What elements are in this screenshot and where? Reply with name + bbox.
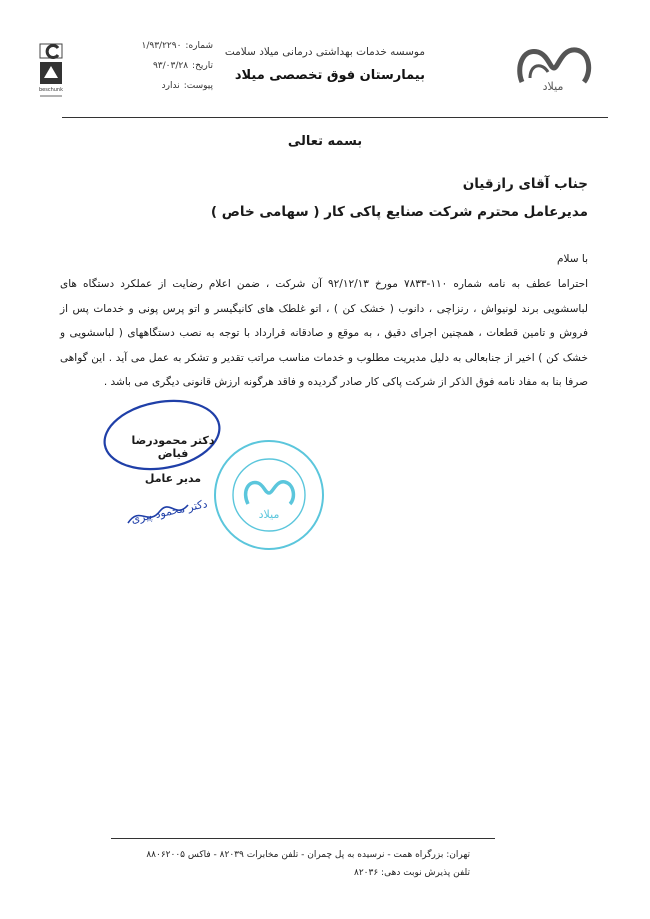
stamp-text: میلاد — [258, 508, 280, 521]
handwritten-signature: دکتر محمود پیری — [130, 497, 209, 526]
letter-meta — [118, 36, 213, 96]
cert-text: beschunk — [38, 87, 64, 93]
footer-divider — [111, 838, 495, 839]
footer — [146, 846, 470, 882]
organization-header — [225, 46, 425, 83]
logo-text: میلاد — [542, 80, 564, 93]
recipient-name: جناب آقای رازقیان — [462, 176, 588, 192]
attachment-value: ندارد — [161, 81, 180, 91]
recipient-title: مدیرعامل محترم شرکت صنایع پاکی کار ( سهامی خاص ) — [210, 204, 588, 220]
number-label: شماره: — [185, 41, 213, 51]
header-divider — [62, 117, 608, 118]
meta-number — [118, 36, 213, 56]
certification-mark — [36, 38, 68, 100]
number-value: ۱/۹۳/۲۲۹۰ — [141, 41, 182, 51]
institute-name: موسسه خدمات بهداشتی درمانی میلاد سلامت — [224, 46, 425, 58]
date-value: ۹۳/۰۳/۲۸ — [152, 61, 189, 71]
hospital-stamp — [210, 436, 328, 554]
footer-phone: تلفن پذیرش نوبت دهی: ۸۲۰۳۶ — [354, 868, 470, 878]
footer-address: تهران: بزرگراه همت - نرسیده به پل چمران - تلفن مخابرات ۸۲۰۳۹ - فاکس ۸۸۰۶۲۰۰۵ — [146, 850, 470, 860]
hospital-name: بیمارستان فوق تخصصی میلاد — [234, 68, 425, 83]
letter-body: احتراما عطف به نامه شماره ۱۱۰-۷۸۳۳ مورخ ۹۲/۱۲/۱۳ آن شرکت ، ضمن اعلام رضایت از عملکرد دستگاه های لباسشویی برند لونیواش ، رنزاچی ، دانوب ( خشک کن ) ، اتو غلطک های کانیگیسر و اتو پرس پونی و خدمات پس از فروش و تامین قطعات ، همچنین اجرای دقیق ، به موقع و صادقانه قرارداد با توجه به نصب دستگاههای ( لباسشویی و خشک کن ) اخیر از جنابعالی به دلیل مدیریت مطلوب و خدمات مناسب مراتب تقدیر و تشکر به عمل می آید . این گواهی صرفا بنا به مفاد نامه فوق الذکر از شرکت پاکی کار صادر گردیده و فاقد هرگونه ارزش قانونی دیگری می باشد . — [60, 278, 588, 388]
meta-date — [118, 56, 213, 76]
meta-attachment — [118, 76, 213, 96]
date-label: تاریخ: — [192, 61, 213, 71]
signer-role: مدیر عامل — [144, 472, 202, 485]
recipient-block — [211, 176, 588, 220]
greeting: با سلام — [556, 253, 588, 265]
signer-name: دکتر محمودرضا فیاض — [131, 434, 215, 460]
milad-logo — [508, 38, 598, 96]
invocation: بسمه تعالی — [287, 134, 363, 149]
attachment-label: پیوست: — [183, 81, 213, 91]
